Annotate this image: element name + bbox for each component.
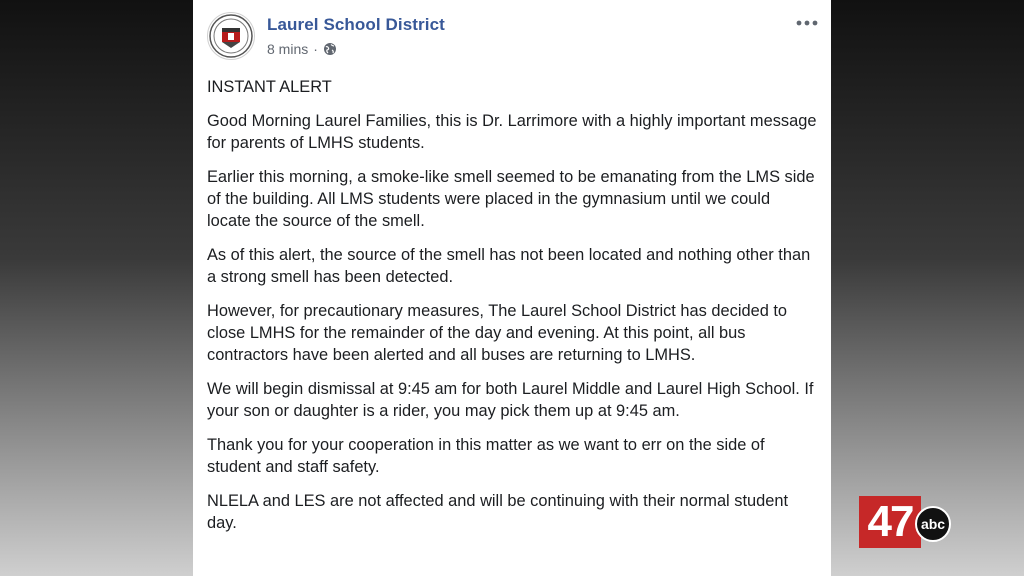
post-paragraph: NLELA and LES are not affected and will be continuing with their normal student day. [207,492,789,532]
facebook-post-card [193,0,831,576]
district-seal-icon [208,13,254,59]
post-paragraph: INSTANT ALERT [207,78,332,96]
page-avatar[interactable] [207,12,255,60]
network-logo: abc [915,506,951,542]
post-options-button[interactable] [790,12,824,34]
post-paragraph: Good Morning Laurel Families, this is Dr. Larrimore with a highly important message for parents of LMHS students. [207,112,817,152]
post-paragraph: Thank you for your cooperation in this matter as we want to err on the side of student and staff safety. [207,436,765,476]
post-paragraph: Earlier this morning, a smoke-like smell seemed to be emanating from the LMS side of the building. All LMS students were placed in the gymnasium until we could locate the source of the smell. [207,168,815,230]
globe-icon[interactable] [323,42,337,56]
post-meta [267,41,337,57]
post-text [207,76,817,546]
station-logo [859,496,952,548]
ellipsis-icon [796,20,818,26]
station-number: 47 [859,496,921,548]
post-paragraph: However, for precautionary measures, The Laurel School District has decided to close LMHS for the remainder of the day and evening. At this point, all bus contractors have been alerted and all buses are returning to LMHS. [207,302,788,364]
post-paragraph: As of this alert, the source of the smell has not been located and nothing other than a strong smell has been detected. [207,246,811,286]
post-header [207,12,817,64]
page-name-link[interactable]: Laurel School District [267,15,445,34]
post-timestamp[interactable]: 8 mins [267,41,309,57]
post-paragraph: We will begin dismissal at 9:45 am for both Laurel Middle and Laurel High School. If your son or daughter is a rider, you may pick them up at 9:45 am. [207,380,814,420]
meta-separator: · [313,41,318,57]
